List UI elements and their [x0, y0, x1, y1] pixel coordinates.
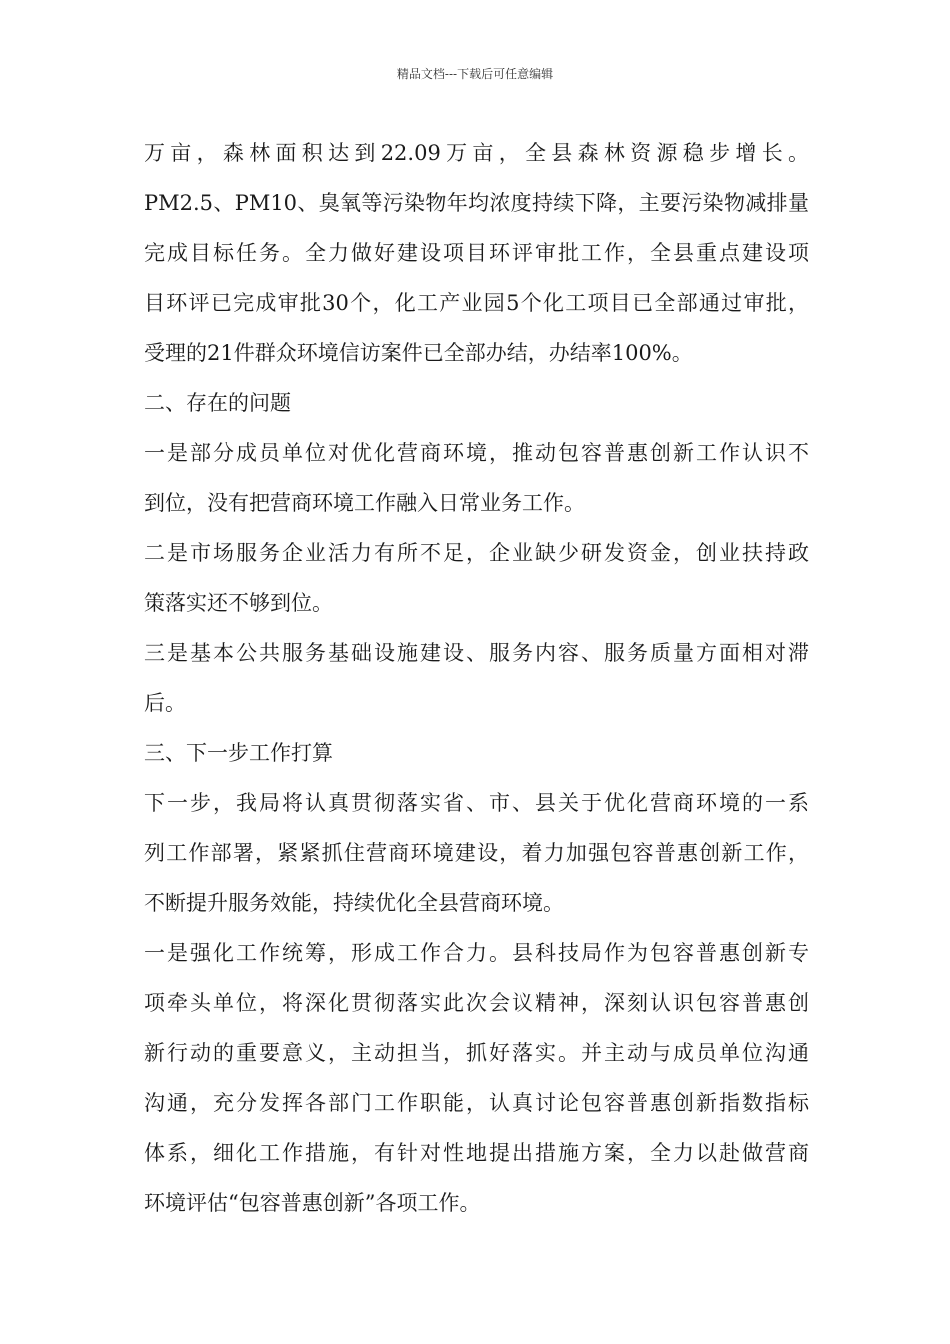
body-line: 不断提升服务效能，持续优化全县营商环境。	[144, 891, 564, 915]
body-line: 体系，细化工作措施，有针对性地提出措施方案，全力以赴做营商	[144, 1141, 809, 1165]
body-line: 到位，没有把营商环境工作融入日常业务工作。	[144, 491, 585, 515]
body-line: 一是强化工作统筹，形成工作合力。县科技局作为包容普惠创新专	[144, 941, 809, 965]
body-line: 环境评估“包容普惠创新”各项工作。	[144, 1191, 481, 1215]
body-line: 二是市场服务企业活力有所不足，企业缺少研发资金，创业扶持政	[144, 541, 809, 565]
body-line: 沟通，充分发挥各部门工作职能，认真讨论包容普惠创新指数指标	[144, 1091, 809, 1115]
section-heading: 二、存在的问题	[144, 391, 291, 415]
body-line: 列工作部署，紧紧抓住营商环境建设，着力加强包容普惠创新工作，	[144, 841, 809, 865]
body-line: 后。	[144, 691, 186, 715]
body-line: 新行动的重要意义，主动担当，抓好落实。并主动与成员单位沟通	[144, 1041, 809, 1065]
body-line: 策落实还不够到位。	[144, 591, 333, 615]
body-line: 一是部分成员单位对优化营商环境，推动包容普惠创新工作认识不	[144, 441, 809, 465]
body-line: 万亩，森林面积达到22.09万亩，全县森林资源稳步增长。	[144, 141, 809, 165]
body-line: 目环评已完成审批30个，化工产业园5个化工项目已全部通过审批，	[144, 291, 809, 315]
body-line: PM2.5、PM10、臭氧等污染物年均浓度持续下降，主要污染物减排量	[144, 191, 809, 215]
page-header: 精品文档---下载后可任意编辑	[396, 67, 554, 81]
body-line: 三是基本公共服务基础设施建设、服务内容、服务质量方面相对滞	[144, 641, 809, 665]
section-heading: 三、下一步工作打算	[144, 741, 333, 765]
body-line: 下一步，我局将认真贯彻落实省、市、县关于优化营商环境的一系	[144, 791, 809, 815]
body-line: 完成目标任务。全力做好建设项目环评审批工作，全县重点建设项	[144, 241, 809, 265]
document-body	[144, 128, 809, 1228]
body-line: 受理的21件群众环境信访案件已全部办结，办结率100%。	[144, 341, 693, 365]
body-line: 项牵头单位，将深化贯彻落实此次会议精神，深刻认识包容普惠创	[144, 991, 809, 1015]
